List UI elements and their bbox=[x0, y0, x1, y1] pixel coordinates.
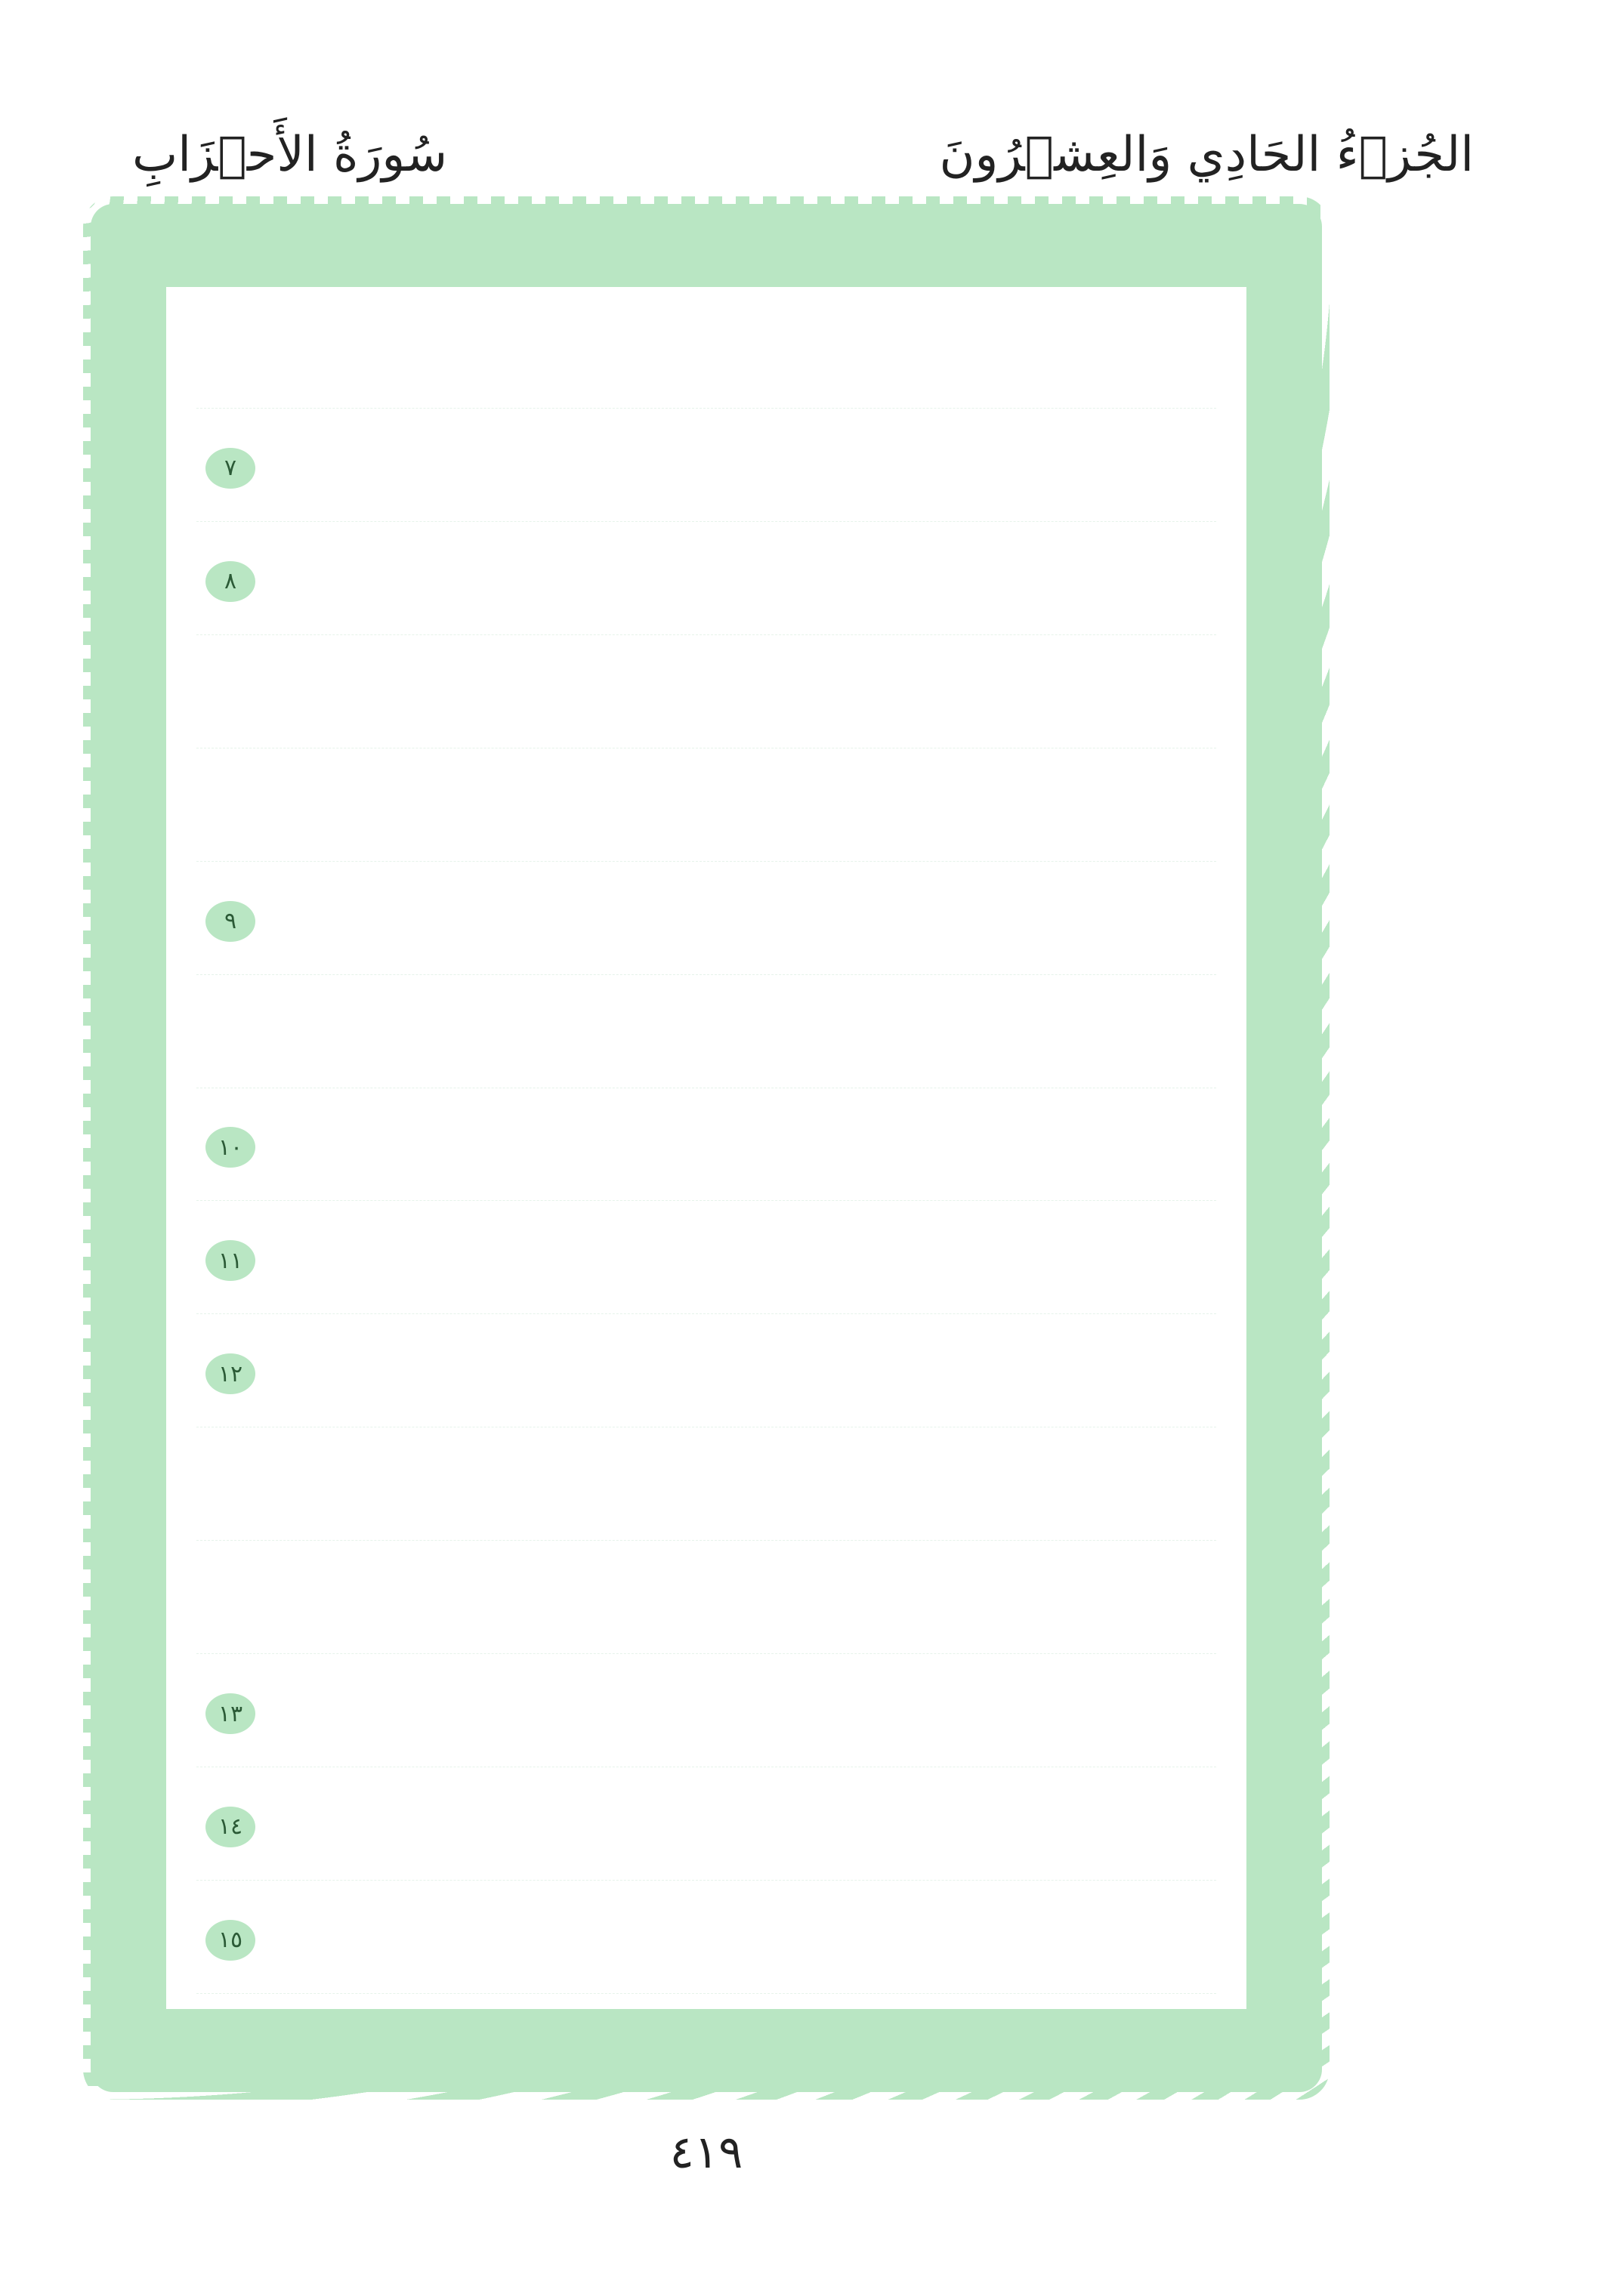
verse-number-badge: ١٠ bbox=[205, 1127, 255, 1168]
verse-line bbox=[196, 1774, 1216, 1881]
verse-line bbox=[196, 302, 1216, 409]
verse-line bbox=[196, 869, 1216, 975]
page-header bbox=[132, 113, 1474, 196]
verse-lines bbox=[196, 302, 1216, 1994]
juz-title: الجُزۡءُ الحَادِي وَالعِشۡرُونَ bbox=[939, 127, 1474, 183]
verse-number-badge: ١٣ bbox=[205, 1693, 255, 1734]
verse-number-badge: ١٢ bbox=[205, 1353, 255, 1394]
decorative-frame bbox=[91, 204, 1322, 2092]
verse-line bbox=[196, 1094, 1216, 1201]
verse-number-badge: ١٥ bbox=[205, 1920, 255, 1961]
verse-number-badge: ١٤ bbox=[205, 1807, 255, 1847]
verse-line bbox=[196, 1661, 1216, 1767]
page-number: ٤١٩ bbox=[669, 2126, 743, 2179]
verse-line bbox=[196, 755, 1216, 862]
verse-number-badge: ١١ bbox=[205, 1240, 255, 1281]
verse-line bbox=[196, 1434, 1216, 1541]
verse-line bbox=[196, 642, 1216, 748]
verse-line bbox=[196, 1208, 1216, 1314]
verse-number-badge: ٨ bbox=[205, 561, 255, 602]
verse-number-badge: ٧ bbox=[205, 448, 255, 489]
verse-line bbox=[196, 415, 1216, 522]
verse-number-badge: ٩ bbox=[205, 901, 255, 942]
verse-line bbox=[196, 982, 1216, 1088]
text-panel bbox=[166, 287, 1246, 2009]
surah-title: سُورَةُ الأَحۡزَابِ bbox=[132, 127, 448, 183]
verse-line bbox=[196, 1548, 1216, 1654]
verse-line bbox=[196, 529, 1216, 635]
verse-line bbox=[196, 1321, 1216, 1427]
verse-line bbox=[196, 1887, 1216, 1994]
